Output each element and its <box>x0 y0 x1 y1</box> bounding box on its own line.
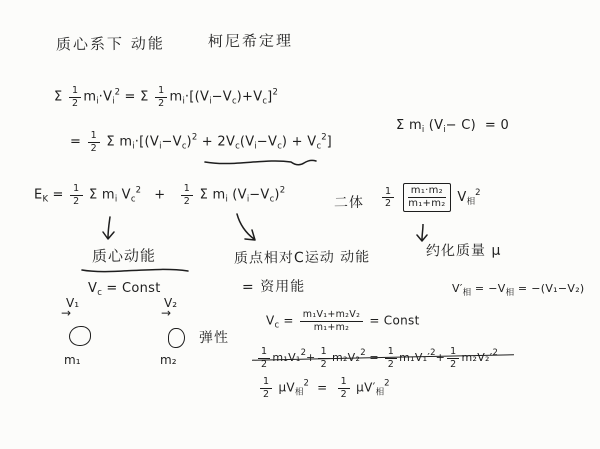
title-konig-theorem: 柯尼希定理 <box>207 31 294 51</box>
label-available-energy: = 资用能 <box>241 278 306 296</box>
formula-two-body-relative-ke: $\frac{1}{2}$ $\frac{\text{m₁·m₂}}{\text{m₁+m₂}}$ $V_相^2$ <box>380 183 481 212</box>
underline-squiggle-icon <box>203 156 321 170</box>
label-two-body: 二体 <box>333 194 365 212</box>
velocity-arrow-1-icon: → <box>61 306 72 320</box>
underline-com-kinetic-icon <box>80 266 192 278</box>
label-m2: m₂ <box>160 353 177 367</box>
label-reduced-mass: 约化质量 μ <box>425 242 502 260</box>
formula-expansion-line2: = $\frac{1}{2}$ Σ $m_i\cdot[(V_i-V_c)^2 + 2V_c(V_i-V_c) + V_c^2]$ <box>70 130 332 154</box>
label-elastic: 弹性 <box>198 329 230 347</box>
label-com-kinetic-energy: 质心动能 <box>91 246 157 266</box>
label-v2: V₂ <box>164 296 178 310</box>
label-relative-kinetic-energy: 质点相对C运动 动能 <box>233 249 371 267</box>
label-m1: m₁ <box>64 353 81 367</box>
title-com-frame-kinetic-energy: 质心系下 动能 <box>55 34 165 54</box>
arrow-down-icon <box>101 216 117 244</box>
arrow-curved-down-icon <box>231 213 259 245</box>
formula-zero-sum: Σ $m_i$ $(V_i- C) = 0$ <box>396 118 510 135</box>
formula-konig-result: $E_K$ = $\frac{1}{2}$ Σ $m_i$ $V_c^2$ + $\frac{1}{2}$ Σ $m_i$ $(V_i-V_c)^2$ <box>34 183 286 207</box>
formula-reduced-mass-energy: $\frac{1}{2}$ $\mu V_相^2$ = $\frac{1}{2}$ $\mu V'_相^2$ <box>258 377 390 399</box>
label-v1: V₁ <box>66 296 80 310</box>
velocity-arrow-2-icon: → <box>161 306 172 320</box>
formula-vc-fraction: $V_c$ = $\frac{\text{m₁V₁+m₂V₂}}{\text{m₁+m₂}}$ = Const <box>266 309 420 333</box>
particle-2-circle <box>168 328 185 348</box>
particle-1-circle <box>69 326 91 346</box>
formula-expansion-line1: Σ $\frac{1}{2}$ $m_i\cdot V_i^2 = \Sigma$ $\frac{1}{2}$ $m_i\cdot[(V_i-V_c)+V_c]^2$ <box>54 85 278 109</box>
formula-energy-crossed-out: $\frac{1}{2}$ m₁V₁$^2$+ $\frac{1}{2}$ m₂V₂$^2$ = $\frac{1}{2}$ $m_1V_1'^2+$ $\frac{1}{2}$ $m_2V_2'^2$ <box>256 347 498 369</box>
formula-vc-const: $V_c$ = Const <box>88 281 161 298</box>
formula-relative-velocity: $V'_相 = -V_相 = -(V_1-V_2)$ <box>452 282 585 298</box>
